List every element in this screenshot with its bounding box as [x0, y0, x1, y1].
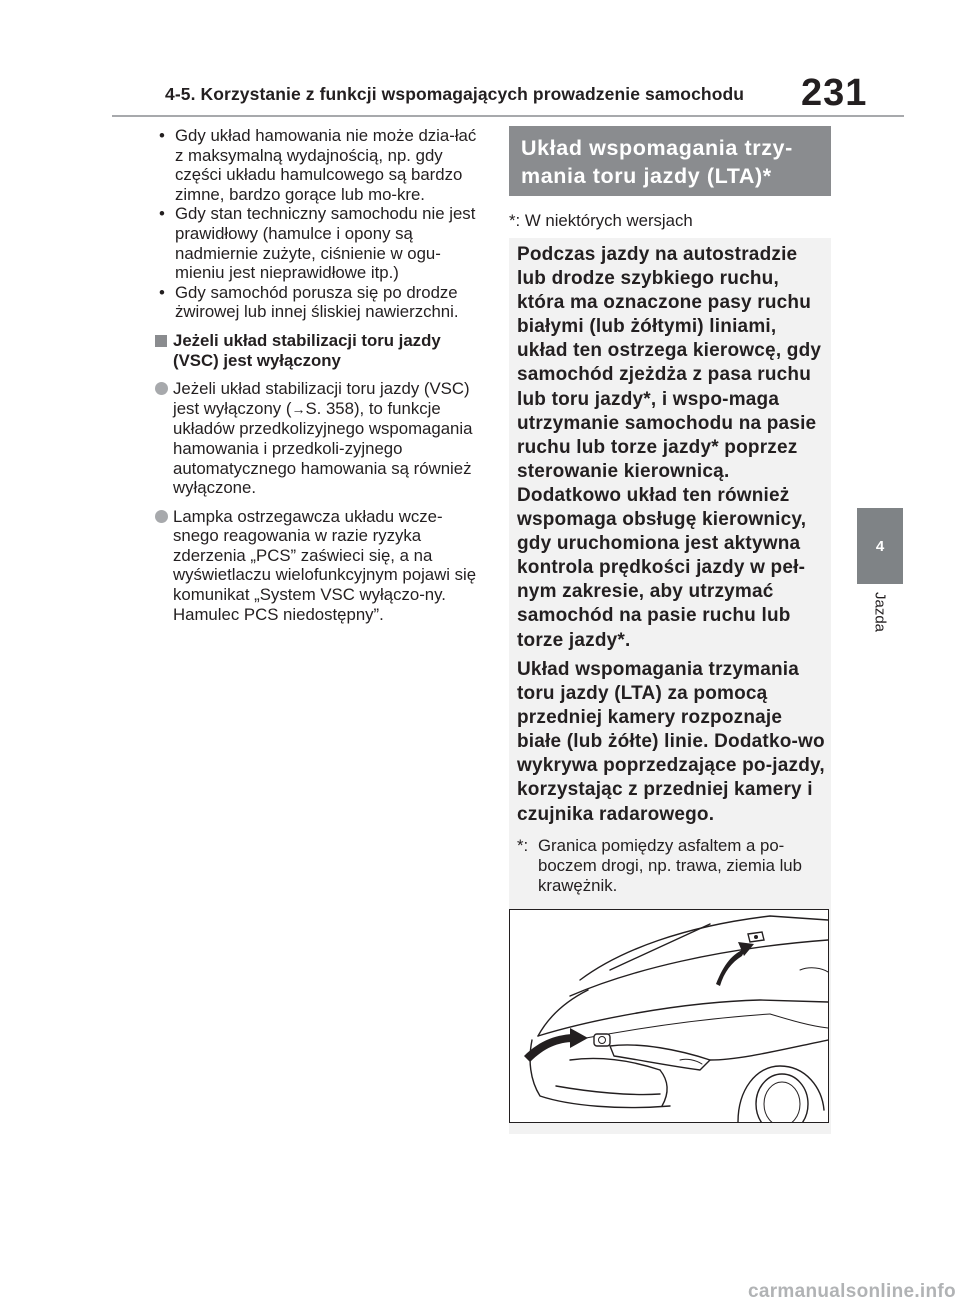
watermark: carmanualsonline.info [748, 1281, 956, 1302]
car-front-camera-radar-image [510, 910, 828, 1122]
radar-pointer-arrow-icon [524, 1028, 588, 1062]
versions-note: *: W niektórych wersjach [509, 211, 693, 230]
footnote [517, 836, 825, 896]
circle-bullet-icon [155, 382, 168, 395]
info-item-text-start: Jeżeli układ stabilizacji toru jazdy (VSC) jest wyłączony ( [173, 379, 470, 418]
square-bullet-icon [155, 335, 167, 347]
info-item-text: Lampka ostrzegawcza układu wcze-snego reagowania w razie ryzyka zderzenia „PCS” zaświeci się, a na wyświetlaczu wielofunkcyjnym pojawi się komunikat „System VSC wyłączo-ny. Hamulec PCS niedostępny”. [173, 506, 477, 624]
chapter-label: Jazda [871, 592, 889, 633]
front-camera-icon [748, 932, 764, 942]
header-title: 4-5. Korzystanie z funkcji wspomagających prowadzenie samochodu [165, 84, 745, 104]
chapter-tab[interactable] [857, 508, 903, 584]
section-subheading [155, 331, 485, 370]
bullet-item: • Gdy stan techniczny samochodu nie jest prawidłowy (hamulce i opony są nadmiernie zużyte, ciśnienie w ogu-mieniu jest nieprawidłowe itp.) [155, 204, 485, 282]
banner-line: Układ wspomagania trzy- [521, 136, 793, 160]
page-number: 231 [801, 72, 868, 114]
footnote-mark: *: [517, 836, 529, 855]
left-column [155, 126, 485, 624]
section-banner [509, 126, 831, 196]
circle-bullet-icon [155, 510, 168, 523]
intro-paragraph: Podczas jazdy na autostradzie lub drodze szybkiego ruchu, która ma oznaczone pasy ruchu białymi (lub żółtymi) liniami, układ ten ostrzega kierowcę, gdy samochód zjeżdża z pasa ruchu lub toru jazdy*, i wspo-maga utrzymanie samochodu na pasie ruchu lub torze jazdy* poprzez sterowanie kierownicą. Dodatkowo układ ten również wspomaga obsługę kierownicy, gdy uruchomiona jest aktywna kontrola prędkości jazdy w peł-nym zakresie, aby utrzymać samochód na pasie ruchu lub torze jazdy*. [517, 244, 822, 651]
bullet-item: • Gdy samochód porusza się po drodze żwirowej lub innej śliskiej nawierzchni. [155, 283, 485, 322]
subheading-text: Jeżeli układ stabilizacji toru jazdy (VSC) jest wyłączony [173, 330, 441, 370]
car-illustration [509, 909, 829, 1123]
header-divider [112, 115, 904, 117]
info-item-text-end: S. 358), to funkcje układów przedkolizyjnego wspomagania hamowania i przedkoli-zyjnego automatycznego hamowania są również wyłączone. [173, 398, 473, 498]
camera-pointer-arrow-icon [716, 942, 754, 986]
footnote-text: Granica pomiędzy asfaltem a po-boczem drogi, np. trawa, ziemia lub krawężnik. [538, 836, 802, 895]
chapter-number: 4 [875, 537, 885, 555]
bullet-item: • Gdy układ hamowania nie może dzia-łać z maksymalną wydajnością, np. gdy części układu hamulcowego są bardzo zimne, bardzo gorące lub mo-kre. [155, 126, 485, 204]
info-item [155, 507, 485, 625]
info-item [155, 379, 485, 498]
page-reference-arrow-icon: → [291, 400, 306, 417]
camera-paragraph: Układ wspomagania trzymania toru jazdy (LTA) za pomocą przedniej kamery rozpoznaje białe (lub żółte) linie. Dodatko-wo wykrywa poprzedzające po-jazdy, korzystając z przedniej kamery i czujnika radarowego. [517, 659, 825, 825]
radar-sensor-icon [594, 1034, 610, 1046]
banner-line: mania toru jazdy (LTA)* [521, 164, 772, 188]
